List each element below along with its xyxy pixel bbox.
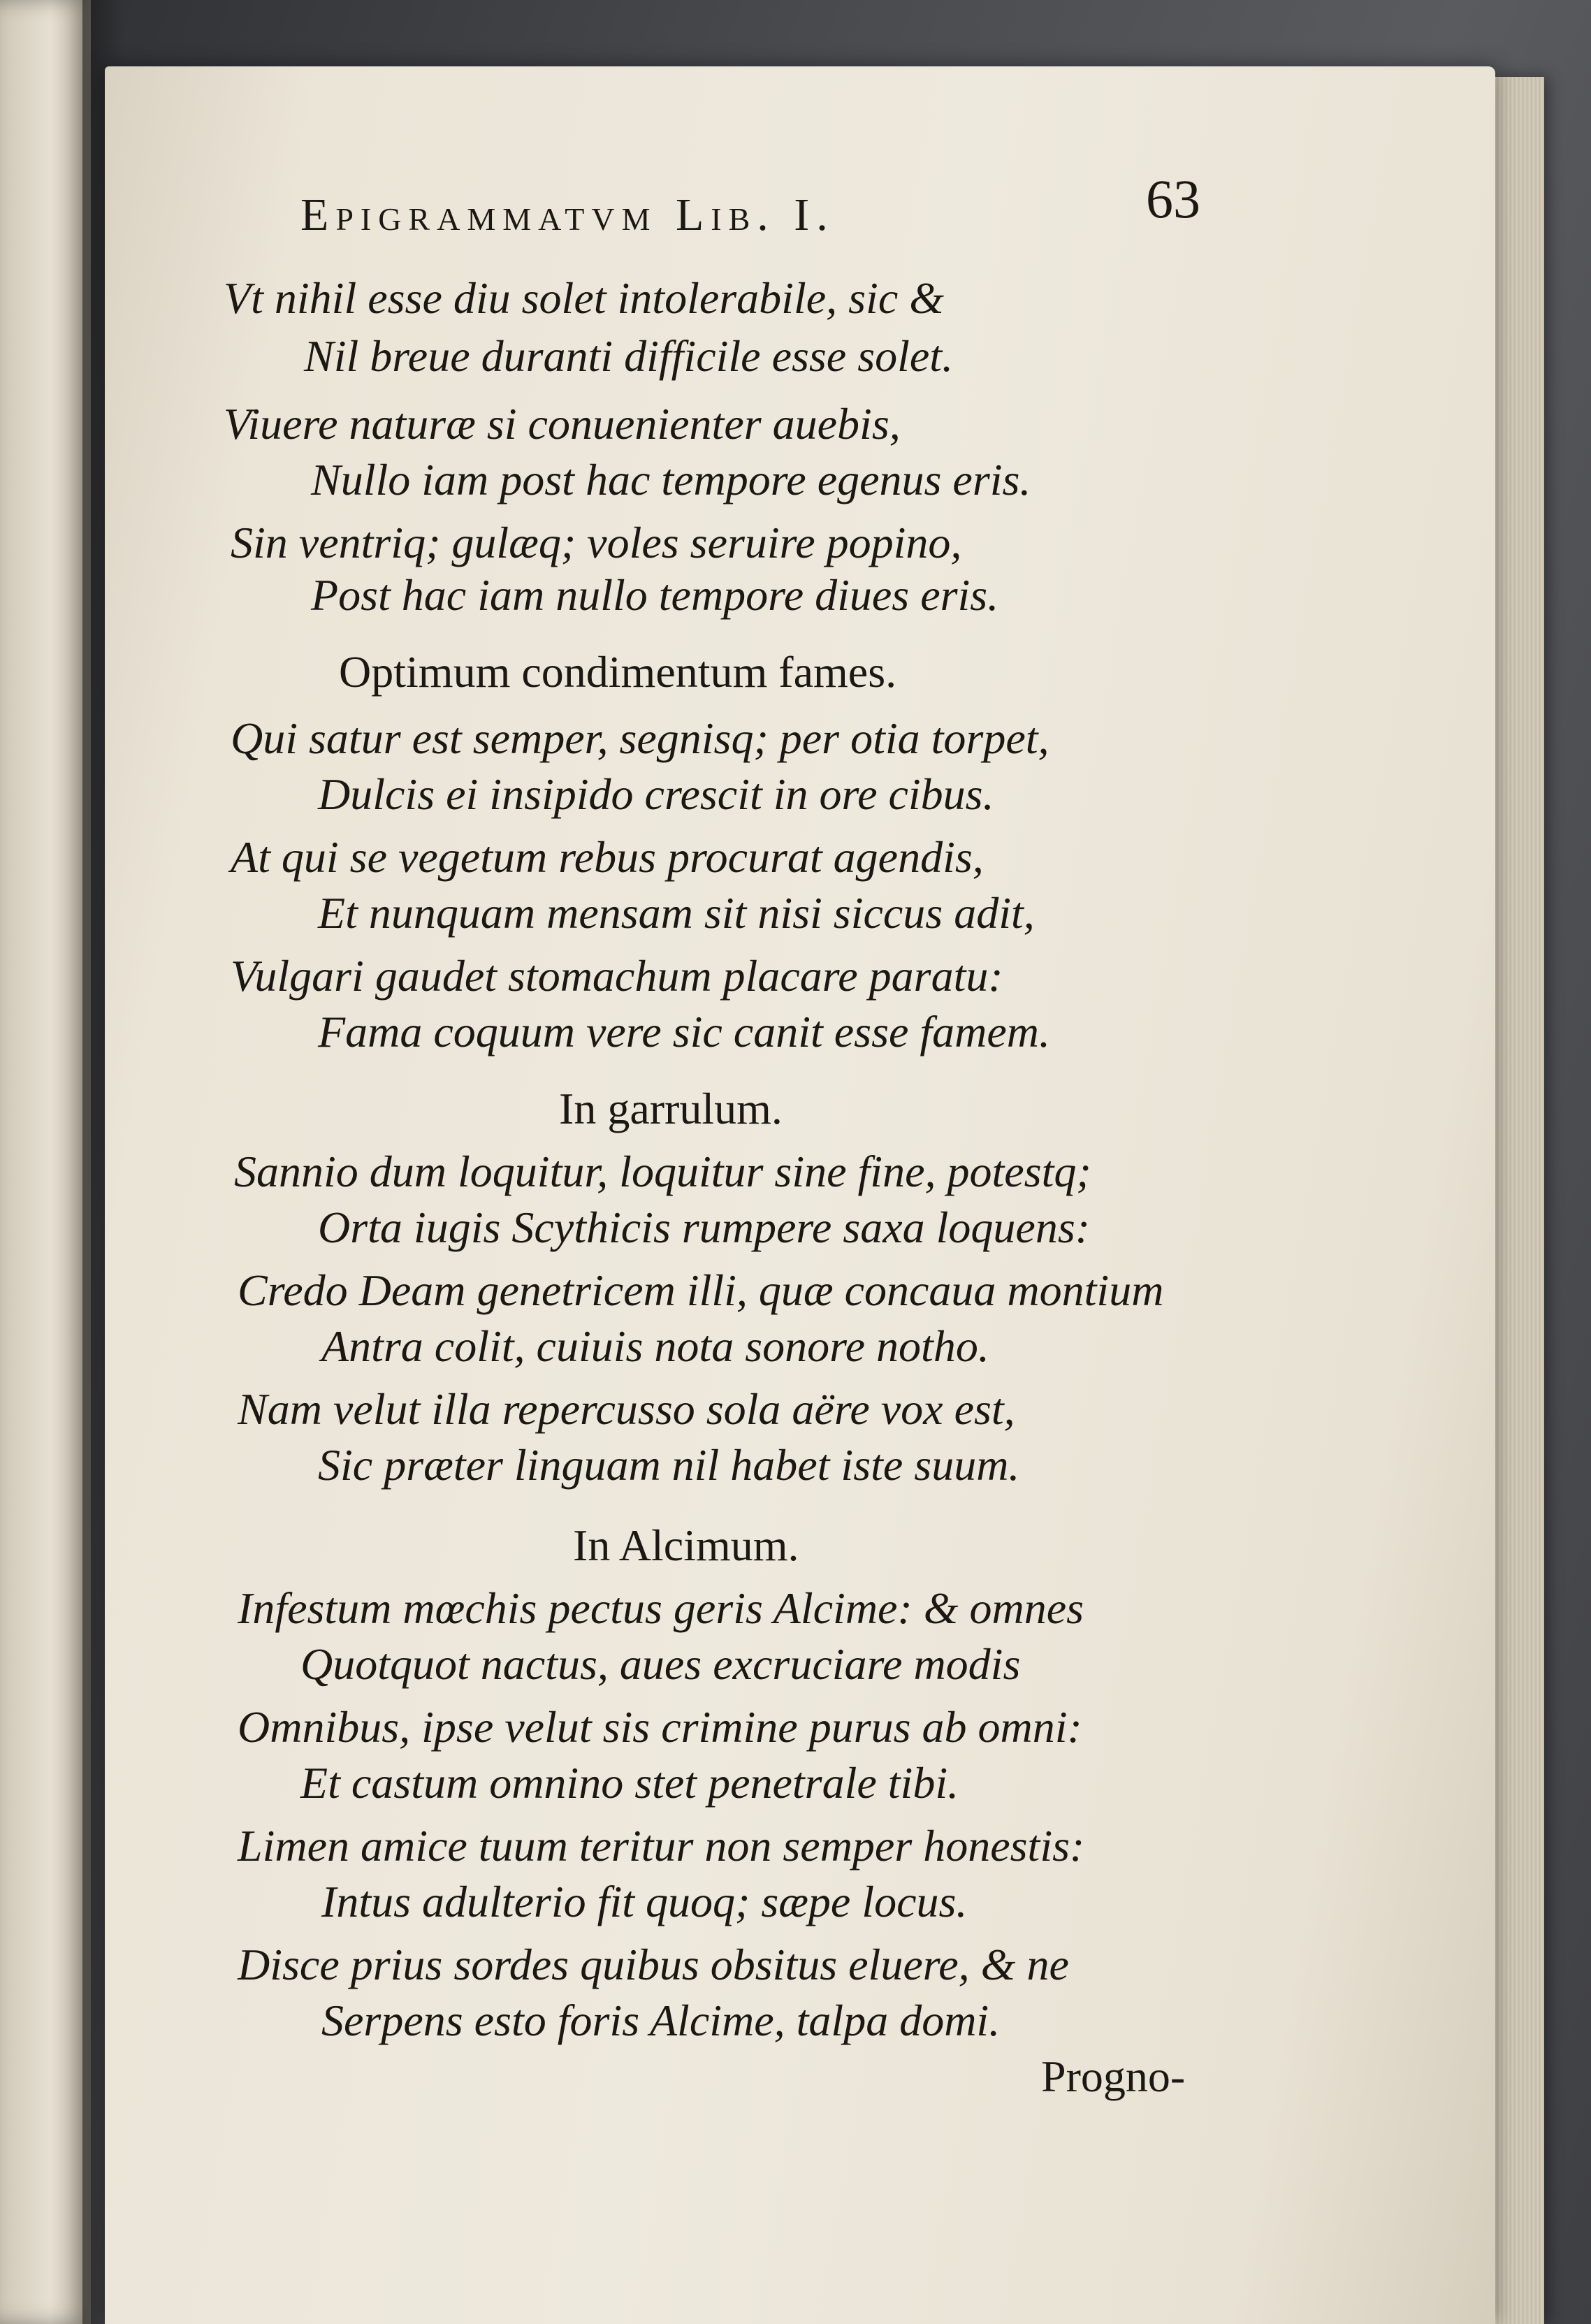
verse-line: Viuere naturæ si conuenienter auebis,	[224, 399, 901, 449]
verse-line: Antra colit, cuiuis nota sonore notho.	[321, 1321, 989, 1371]
verse-line: Quotquot nactus, aues excruciare modis	[300, 1639, 1021, 1689]
verse-line: Sic præter linguam nil habet iste suum.	[318, 1440, 1020, 1490]
verse-line: Omnibus, ipse velut sis crimine purus ab omni:	[238, 1702, 1082, 1752]
verse-line: Nam velut illa repercusso sola aëre vox est,	[238, 1384, 1015, 1434]
verse-line: Disce prius sordes quibus obsitus eluere, & ne	[238, 1940, 1069, 1989]
verse-line: Fama coquum vere sic canit esse famem.	[318, 1007, 1050, 1056]
running-title: Epigrammatvm Lib. I.	[300, 189, 835, 240]
verse-line: Post hac iam nullo tempore diues eris.	[311, 570, 999, 620]
verse-line: Credo Deam genetricem illi, quæ concaua montium	[238, 1265, 1164, 1315]
verse-line: Dulcis ei insipido crescit in ore cibus.	[318, 769, 994, 819]
verse-line: Limen amice tuum teritur non semper honestis:	[238, 1821, 1085, 1871]
verse-line: Intus adulterio fit quoq; sæpe locus.	[321, 1877, 968, 1926]
verse-line: Vulgari gaudet stomachum placare paratu:	[231, 951, 1003, 1001]
verse-line: Infestum mœchis pectus geris Alcime: & omnes	[238, 1583, 1084, 1633]
verse-line: Qui satur est semper, segnisq; per otia torpet,	[231, 713, 1049, 763]
verse-line: Nullo iam post hac tempore egenus eris.	[311, 455, 1031, 504]
page-number: 63	[1146, 168, 1200, 229]
verse-line: Nil breue duranti difficile esse solet.	[304, 331, 954, 381]
catchword: Progno-	[1041, 2051, 1186, 2101]
verse-line: Orta iugis Scythicis rumpere saxa loquens:	[318, 1203, 1091, 1252]
verse-line: Sin ventriq; gulæq; voles seruire popino,	[231, 518, 962, 567]
verse-line: Vt nihil esse diu solet intolerabile, sic &	[224, 273, 944, 323]
verse-line: Et castum omnino stet penetrale tibi.	[300, 1758, 959, 1808]
epigram-heading: In garrulum.	[559, 1084, 783, 1133]
epigram-heading: Optimum condimentum fames.	[339, 647, 897, 697]
page-fore-edge	[1492, 77, 1544, 2324]
facing-page-edge	[0, 0, 91, 2324]
epigram-heading: In Alcimum.	[573, 1520, 799, 1570]
verse-line: At qui se vegetum rebus procurat agendis,	[231, 832, 984, 882]
verse-line: Sannio dum loquitur, loquitur sine fine, potestq;	[234, 1147, 1091, 1196]
verse-line: Serpens esto foris Alcime, talpa domi.	[321, 1996, 1001, 2045]
verse-line: Et nunquam mensam sit nisi siccus adit,	[318, 888, 1035, 938]
page-header	[300, 168, 1349, 252]
